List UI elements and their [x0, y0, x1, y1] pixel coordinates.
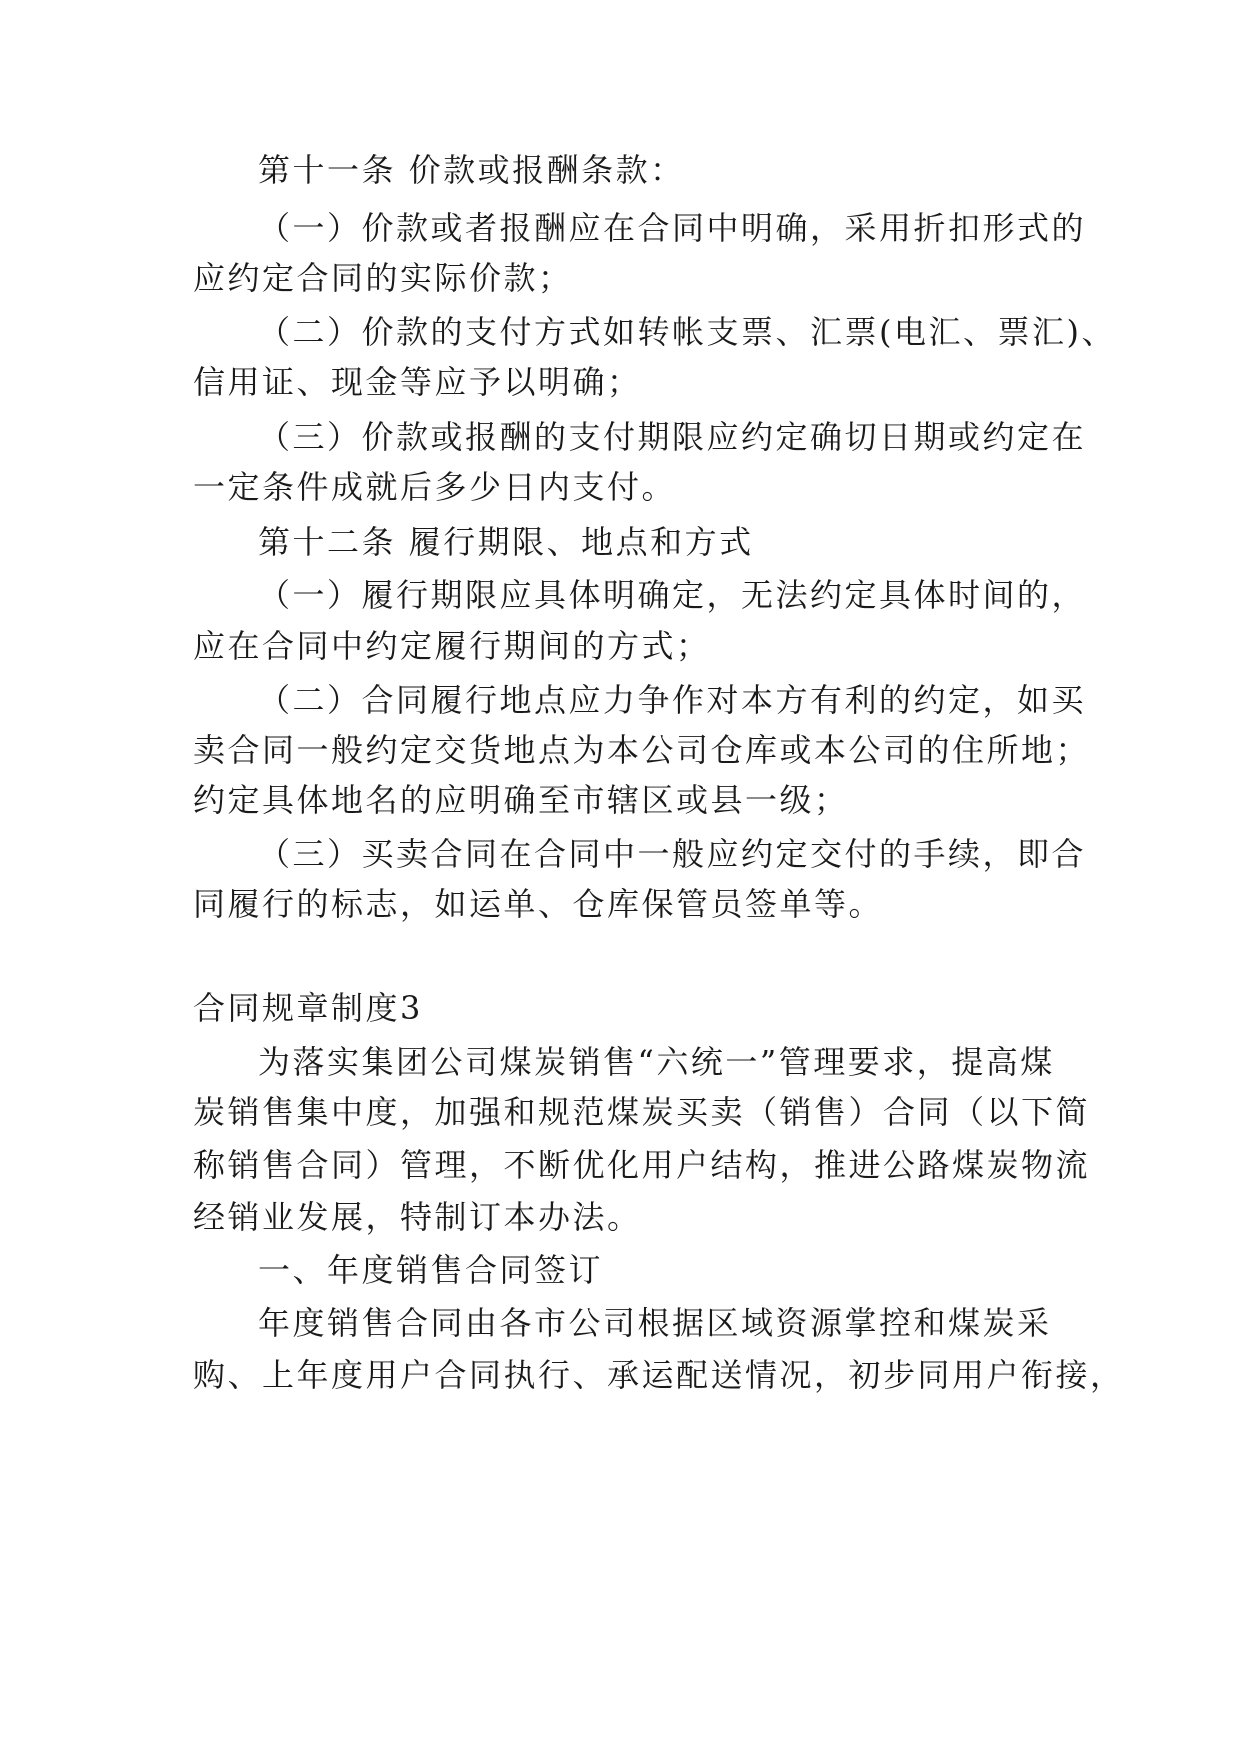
paragraph-line: 同履行的标志，如运单、仓库保管员签单等。: [193, 885, 884, 923]
paragraph-line: 经销业发展，特制订本办法。: [193, 1198, 642, 1236]
paragraph-line: 约定具体地名的应明确至市辖区或县一级；: [193, 781, 849, 819]
paragraph-line: （三）买卖合同在合同中一般应约定交付的手续，即合: [258, 835, 1087, 873]
paragraph-line: （二）价款的支付方式如转帐支票、汇票(电汇、票汇)、: [258, 313, 1116, 351]
paragraph-line: （二）合同履行地点应力争作对本方有利的约定，如买: [258, 681, 1087, 719]
paragraph-line: 购、上年度用户合同执行、承运配送情况，初步同用户衔接，: [193, 1356, 1125, 1394]
article-12-heading: 第十二条 履行期限、地点和方式: [258, 523, 754, 561]
subsection-heading: 一、年度销售合同签订: [258, 1251, 604, 1289]
paragraph-line: 炭销售集中度，加强和规范煤炭买卖（销售）合同（以下简: [193, 1093, 1091, 1131]
paragraph-line: 应在合同中约定履行期间的方式；: [193, 627, 711, 665]
paragraph-line: 信用证、现金等应予以明确；: [193, 363, 642, 401]
paragraph-line: 应约定合同的实际价款；: [193, 259, 573, 297]
paragraph-line: （一）价款或者报酬应在合同中明确，采用折扣形式的: [258, 209, 1087, 247]
paragraph-line: （一）履行期限应具体明确定，无法约定具体时间的，: [258, 576, 1087, 614]
paragraph-line: 年度销售合同由各市公司根据区域资源掌控和煤炭采: [258, 1304, 1052, 1342]
paragraph-line: 为落实集团公司煤炭销售“六统一”管理要求，提高煤: [258, 1043, 1055, 1081]
paragraph-line: （三）价款或报酬的支付期限应约定确切日期或约定在: [258, 418, 1087, 456]
paragraph-line: 称销售合同）管理，不断优化用户结构，推进公路煤炭物流: [193, 1146, 1091, 1184]
section-title: 合同规章制度3: [193, 989, 423, 1027]
paragraph-line: 一定条件成就后多少日内支付。: [193, 468, 677, 506]
paragraph-line: 卖合同一般约定交货地点为本公司仓库或本公司的住所地；: [193, 731, 1091, 769]
article-11-heading: 第十一条 价款或报酬条款：: [258, 151, 685, 189]
